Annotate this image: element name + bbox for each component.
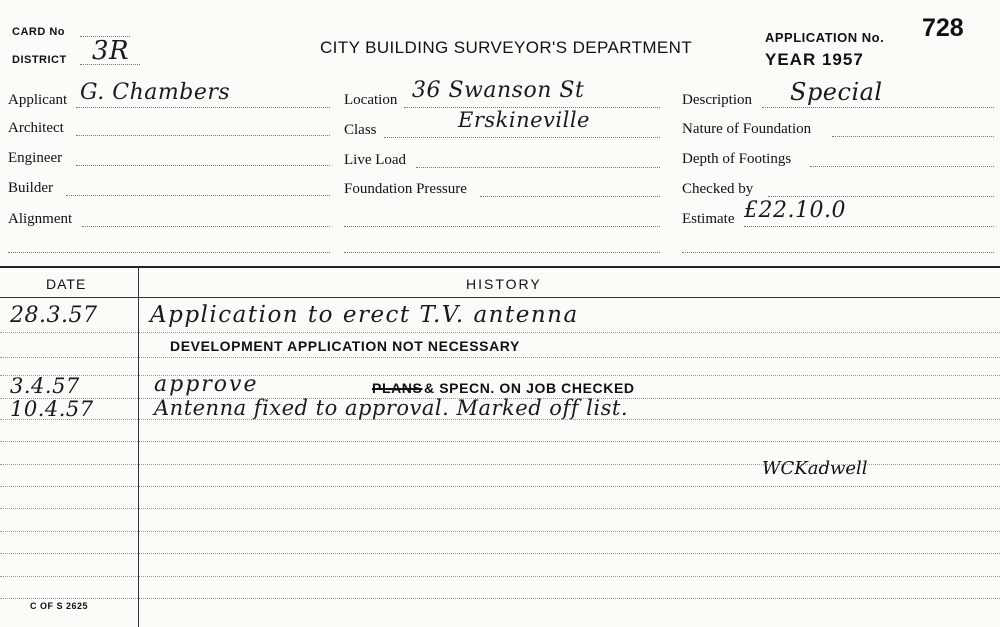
class-line [384, 137, 660, 138]
nature-of-foundation-line [832, 136, 994, 137]
alignment-line [82, 226, 330, 227]
applicant-line [76, 107, 330, 108]
nature-of-foundation-label: Nature of Foundation [682, 121, 812, 137]
entry-stamp-struck: PLANS [372, 380, 423, 396]
entry-date: 10.4.57 [10, 397, 94, 421]
architect-label: Architect [8, 120, 64, 136]
history-header-rule [0, 297, 1000, 298]
department-title: CITY BUILDING SURVEYOR'S DEPARTMENT [320, 38, 693, 57]
builder-line [66, 195, 330, 196]
signature: WCKadwell [762, 458, 868, 479]
ruled-line [0, 357, 1000, 358]
entry-text: Antenna fixed to approval. Marked off list. [154, 396, 628, 420]
estimate-line-2 [682, 252, 994, 253]
alignment-line-2 [8, 252, 330, 253]
year-label: YEAR 1957 [765, 50, 864, 69]
form-code: C OF S 2625 [30, 601, 89, 611]
date-header: DATE [46, 276, 87, 292]
foundation-pressure-line-3 [344, 252, 660, 253]
history-header: HISTORY [466, 276, 542, 292]
depth-of-footings-line [810, 166, 994, 167]
ruled-line [0, 553, 1000, 554]
live-load-line [416, 167, 660, 168]
location-value-line2: Erskineville [458, 108, 590, 132]
ruled-line [0, 441, 1000, 442]
live-load-label: Live Load [344, 152, 407, 168]
entry-date: 3.4.57 [10, 374, 80, 398]
ruled-line [0, 375, 1000, 376]
estimate-label: Estimate [682, 211, 735, 227]
entry-stamp: DEVELOPMENT APPLICATION NOT NECESSARY [170, 338, 520, 354]
district-line [80, 64, 140, 65]
entry-text: Application to erect T.V. antenna [150, 302, 579, 328]
district-label: DISTRICT [12, 54, 67, 66]
description-line [762, 107, 994, 108]
application-no-label: APPLICATION No. [765, 30, 885, 45]
ruled-line [0, 332, 1000, 333]
location-value-line1: 36 Swanson St [412, 78, 585, 103]
location-label: Location [344, 92, 398, 108]
engineer-label: Engineer [8, 150, 63, 166]
class-label: Class [344, 122, 377, 138]
ruled-line [0, 508, 1000, 509]
alignment-label: Alignment [8, 211, 73, 227]
ruled-line [0, 531, 1000, 532]
applicant-label: Applicant [8, 92, 68, 108]
date-column-divider [138, 266, 139, 627]
architect-line [76, 135, 330, 136]
application-no-value: 728 [922, 14, 964, 42]
checked-by-label: Checked by [682, 181, 754, 197]
entry-date: 28.3.57 [10, 303, 98, 328]
ruled-line [0, 598, 1000, 599]
checked-by-line [768, 196, 994, 197]
estimate-value: £22.10.0 [744, 198, 846, 223]
district-value: 3R [92, 36, 130, 66]
entry-stamp-rest: & SPECN. ON JOB CHECKED [424, 380, 635, 396]
foundation-pressure-label: Foundation Pressure [344, 181, 467, 197]
card-no-label: CARD No [12, 26, 65, 38]
builder-label: Builder [8, 180, 53, 196]
applicant-value: G. Chambers [80, 80, 231, 105]
depth-of-footings-label: Depth of Footings [682, 151, 792, 167]
estimate-line [744, 226, 994, 227]
ruled-line [0, 576, 1000, 577]
engineer-line [76, 165, 330, 166]
history-top-rule [0, 266, 1000, 268]
foundation-pressure-line [480, 196, 660, 197]
ruled-line [0, 486, 1000, 487]
description-value: Special [790, 78, 883, 106]
description-label: Description [682, 92, 752, 108]
foundation-pressure-line-2 [344, 226, 660, 227]
entry-text: approve [154, 372, 259, 397]
